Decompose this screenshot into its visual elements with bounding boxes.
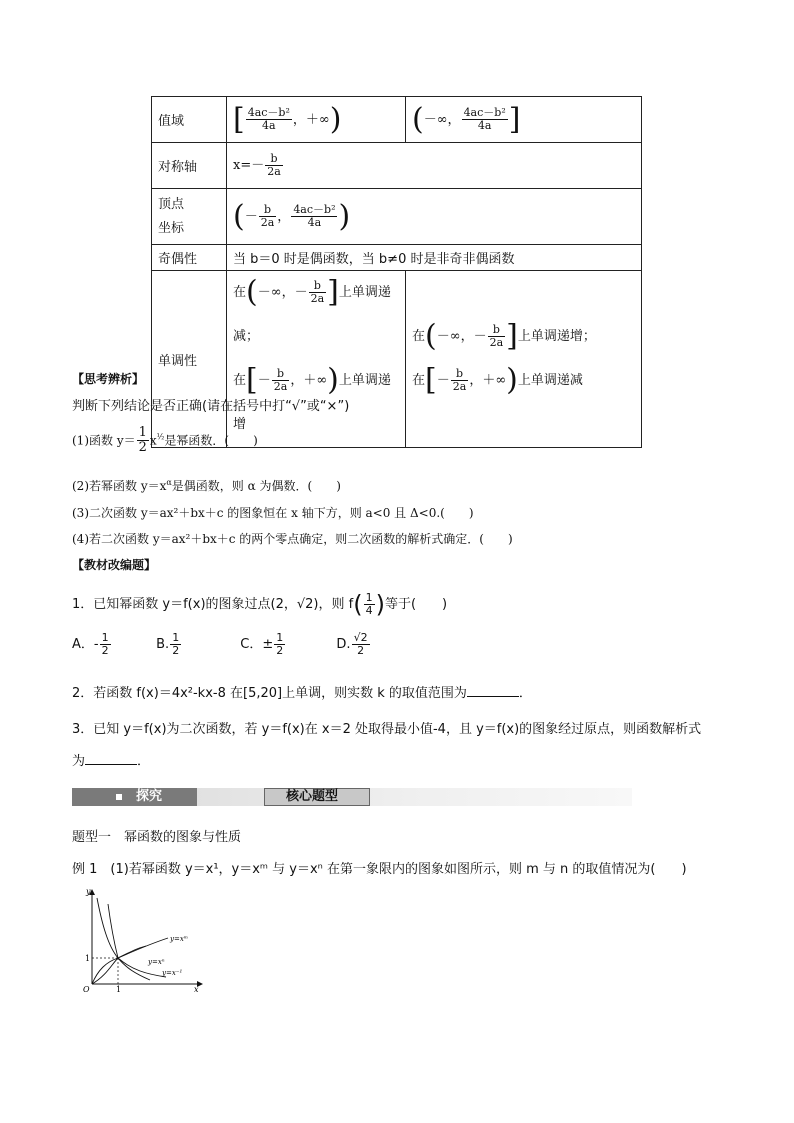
- answer-blank[interactable]: [467, 684, 519, 697]
- question-2: (2)若幂函数 $y=x^\alpha$是偶函数，则 α 为偶数．( ): [72, 478, 341, 493]
- range-cell-a-positive: [ $\frac{\text{4ac－b²}}{4a}$ ，＋∞): [227, 97, 406, 143]
- row-header-parity: 奇偶性: [152, 245, 227, 271]
- think-intro: 判断下列结论是否正确(请在括号中打“√”或“×”): [72, 399, 350, 414]
- answer-blank[interactable]: [85, 752, 137, 765]
- topic-title: 题型一 幂函数的图象与性质: [72, 830, 242, 845]
- y-tick-1: 1: [85, 954, 91, 963]
- monotonic-cell-a-positive: 在(－∞，－ $\frac{b}{2a}$ ]上单调递减； 在[－ $\frac{b}{2a}$ ，＋∞)上单调递增: [227, 271, 406, 448]
- square-bullet-icon: [116, 794, 122, 800]
- curve-n: [92, 946, 146, 984]
- curve-n-steep: [108, 904, 150, 980]
- example-1: 例 1 (1)若幂函数 y＝x¹，y＝xᵐ 与 y＝xⁿ 在第一象限内的图象如图所示，则 m 与 n 的取值情况为( ): [72, 862, 687, 877]
- question-3: (3)二次函数 y＝ax²＋bx＋c 的图象恒在 x 轴下方，则 a<0 且 Δ<0.( ): [72, 506, 474, 520]
- table-row: [152, 143, 642, 189]
- section-banner: [72, 788, 632, 806]
- row-header-monotonic: 单调性: [152, 271, 227, 448]
- section-label-explore: 探究: [136, 789, 163, 804]
- parity-cell: 当 b＝0 时是偶函数，当 b≠0 时是非奇非偶函数: [227, 245, 642, 271]
- monotonic-cell-a-negative: 在(－∞，－ $\frac{b}{2a}$ ]上单调递增； 在[－ $\frac{b}{2a}$ ，＋∞)上单调递减: [406, 271, 642, 448]
- curve-label-m: y=xᵐ: [170, 935, 189, 943]
- section-label-core: 核心题型: [286, 789, 339, 804]
- row-header-vertex: 顶点 坐标: [152, 189, 227, 245]
- think-heading: 【思考辨析】: [72, 372, 145, 386]
- problem-3: 3．已知 y＝f(x)为二次函数，若 y＝f(x)在 x＝2 处取得最小值-4，且 y＝f(x)的图象经过原点，则函数解析式: [72, 722, 702, 737]
- problem-3-line-2: 为 ．: [72, 754, 151, 769]
- x-axis-label: x: [194, 985, 199, 994]
- question-4: (4)若二次函数 y＝ax²＋bx＋c 的两个零点确定，则二次函数的解析式确定．( ): [72, 532, 513, 546]
- table-row: [152, 245, 642, 271]
- problem-2: 2．若函数 f(x)＝4x²-kx-8 在[5,20]上单调，则实数 k 的取值范围为 ．: [72, 686, 532, 701]
- range-cell-a-negative: (－∞， $\frac{\text{4ac－b²}}{4a}$ ]: [406, 97, 642, 143]
- row-header-range: 值域: [152, 97, 227, 143]
- option-b[interactable]: B. $\frac{1}{2}$: [156, 631, 180, 658]
- vertex-cell: (－ $\frac{b}{2a}$ ， $\frac{\text{4ac－b²}}{4a}$ ): [227, 189, 642, 245]
- problem-1-options: [72, 632, 416, 657]
- table-row: [152, 189, 642, 245]
- origin-label: O: [83, 985, 90, 994]
- textbook-heading: 【教材改编题】: [72, 558, 157, 572]
- option-a[interactable]: A．- $\frac{1}{2}$: [72, 631, 109, 658]
- power-function-graph: [76, 884, 206, 996]
- x-tick-1: 1: [116, 985, 122, 994]
- option-d[interactable]: D. $\frac{√2}{2}$: [336, 631, 368, 658]
- option-c[interactable]: C．± $\frac{1}{2}$: [240, 631, 284, 658]
- curve-label-inverse: y=x⁻¹: [162, 969, 183, 977]
- axis-cell: x=－ $\frac{b}{2a}$: [227, 143, 642, 189]
- y-axis-label: y: [86, 887, 91, 896]
- question-1: (1)函数 y＝ $\frac{1}{2}$ $x^{\frac{1}{2}}$是幂函数．( ): [72, 425, 258, 456]
- row-header-axis: 对称轴: [152, 143, 227, 189]
- table-row: [152, 97, 642, 143]
- problem-1: 1．已知幂函数 y＝f(x)的图象过点(2，√2)，则 f( $\frac{1}{4}$ )等于( ): [72, 590, 448, 619]
- curve-label-n: y=xⁿ: [148, 958, 165, 966]
- table-row: [152, 271, 642, 448]
